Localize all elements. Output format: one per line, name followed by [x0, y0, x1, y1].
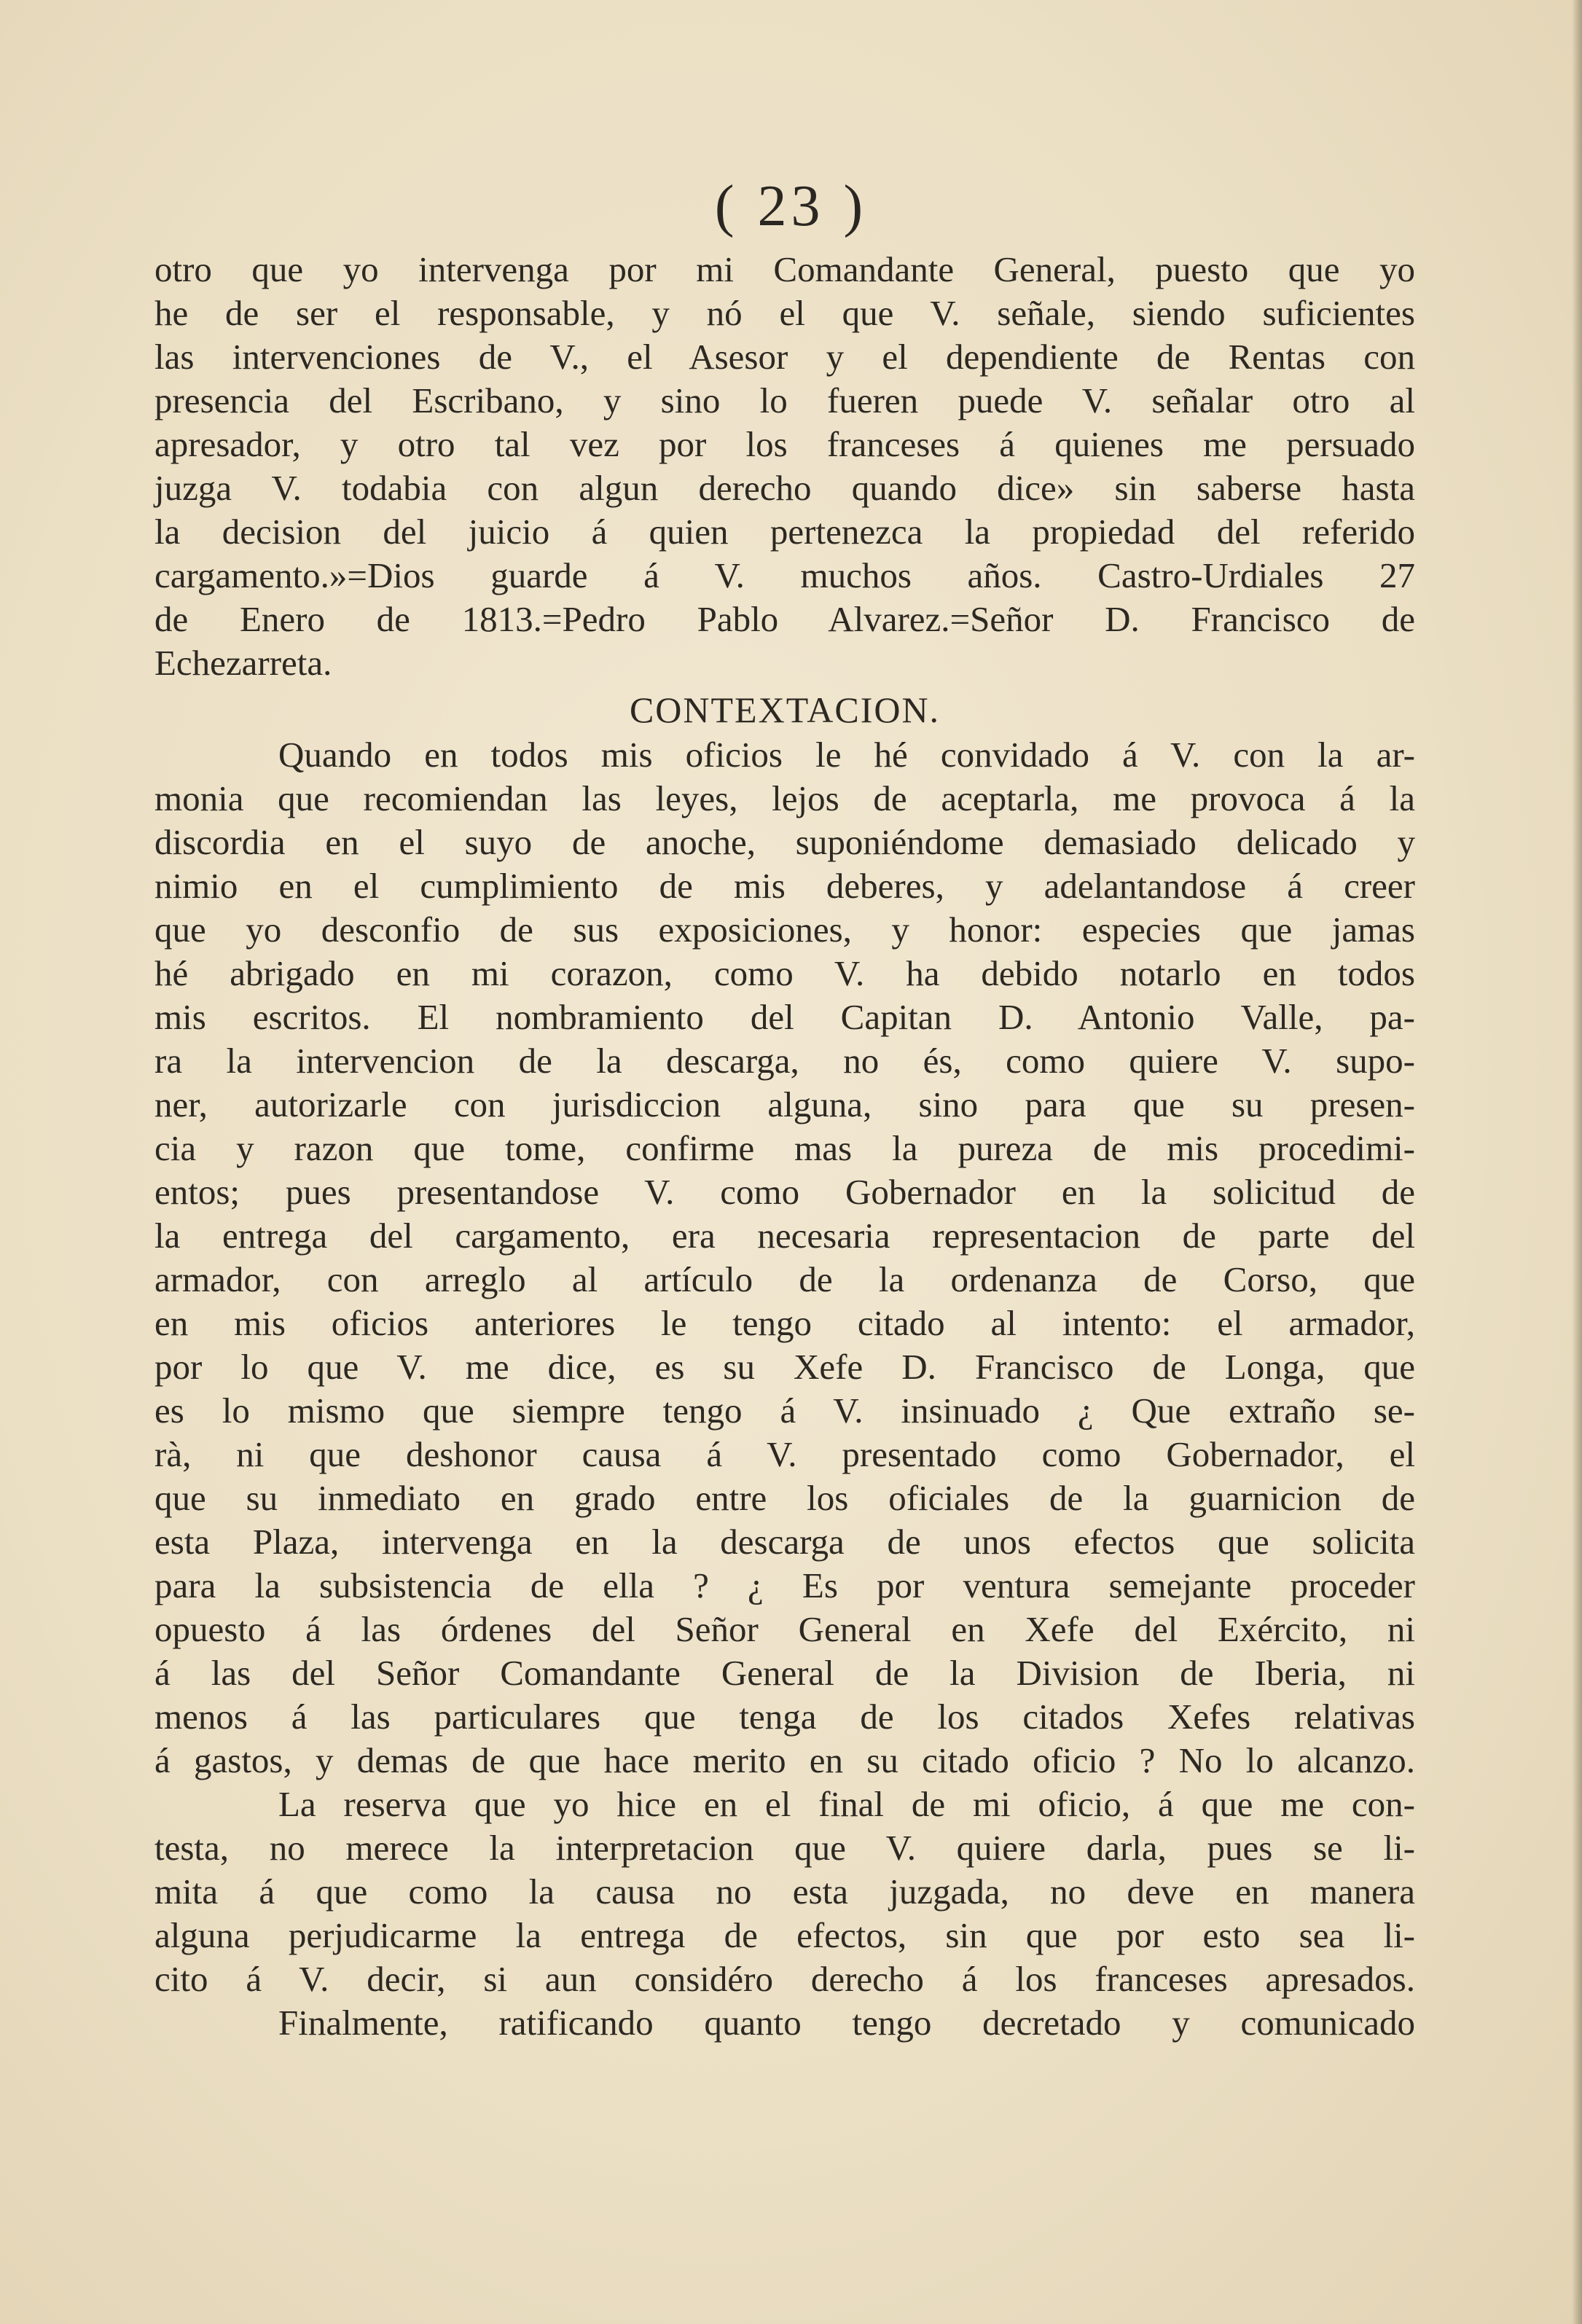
text-line: Finalmente, ratificando quanto tengo decretado y comunicado [278, 2003, 1415, 2043]
text-line: mita á que como la causa no esta juzgada, no deve en manera [154, 1871, 1415, 1912]
text-line: ra la intervencion de la descarga, no és, como quiere V. supo- [154, 1041, 1415, 1081]
text-line: para la subsistencia de ella ? ¿ Es por ventura semejante proceder [154, 1565, 1415, 1605]
text-line: de Enero de 1813.=Pedro Pablo Alvarez.=Señor D. Francisco de [154, 599, 1415, 639]
text-line: la decision del juicio á quien pertenezca la propiedad del referido [154, 512, 1415, 552]
paragraph-2 [154, 733, 1415, 1783]
text-line: esta Plaza, intervenga en la descarga de unos efectos que solicita [154, 1522, 1415, 1562]
text-line: opuesto á las órdenes del Señor General en Xefe del Exército, ni [154, 1609, 1415, 1649]
text-line: juzga V. todabia con algun derecho quando dice» sin saberse hasta [154, 468, 1415, 508]
paragraph-3 [154, 1783, 1415, 2001]
text-line: la entrega del cargamento, era necesaria representacion de parte del [154, 1216, 1415, 1256]
text-line: hé abrigado en mi corazon, como V. ha debido notarlo en todos [154, 953, 1415, 993]
text-line: cargamento.»=Dios guarde á V. muchos años. Castro-Urdiales 27 [154, 555, 1415, 595]
text-line: mis escritos. El nombramiento del Capitan D. Antonio Valle, pa- [154, 997, 1415, 1037]
body-text [154, 248, 1415, 2045]
text-line: á las del Señor Comandante General de la Division de Iberia, ni [154, 1653, 1415, 1693]
text-line: La reserva que yo hice en el final de mi oficio, á que me con- [278, 1784, 1415, 1824]
page-edge-shadow [1572, 0, 1582, 2324]
text-line: á gastos, y demas de que hace merito en su citado oficio ? No lo alcanzo. [154, 1740, 1415, 1780]
text-line: nimio en el cumplimiento de mis deberes, y adelantandose á creer [154, 866, 1415, 906]
text-line: entos; pues presentandose V. como Gobernador en la solicitud de [154, 1172, 1415, 1212]
text-line: he de ser el responsable, y nó el que V. señale, siendo suficientes [154, 293, 1415, 333]
text-line: presencia del Escribano, y sino lo fueren puede V. señalar otro al [154, 380, 1415, 420]
text-line: apresador, y otro tal vez por los franceses á quienes me persuado [154, 424, 1415, 464]
text-line: otro que yo intervenga por mi Comandante General, puesto que yo [154, 249, 1415, 289]
text-line: en mis oficios anteriores le tengo citado al intento: el armador, [154, 1303, 1415, 1343]
text-line: alguna perjudicarme la entrega de efectos, sin que por esto sea li- [154, 1915, 1415, 1955]
text-line: armador, con arreglo al artículo de la ordenanza de Corso, que [154, 1259, 1415, 1299]
text-line: Echezarreta. [154, 643, 332, 683]
text-line: ner, autorizarle con jurisdiccion alguna, sino para que su presen- [154, 1084, 1415, 1124]
text-line: que yo desconfio de sus exposiciones, y honor: especies que jamas [154, 909, 1415, 950]
text-line: discordia en el suyo de anoche, suponiéndome demasiado delicado y [154, 822, 1415, 862]
paragraph-4 [154, 2001, 1415, 2045]
text-line: cia y razon que tome, confirme mas la pureza de mis procedimi- [154, 1128, 1415, 1168]
text-line: cito á V. decir, si aun considéro derecho á los franceses apresados. [154, 1959, 1415, 1999]
text-line: monia que recomiendan las leyes, lejos de aceptarla, me provoca á la [154, 778, 1415, 818]
text-line: por lo que V. me dice, es su Xefe D. Francisco de Longa, que [154, 1347, 1415, 1387]
text-line: es lo mismo que siempre tengo á V. insinuado ¿ Que extraño se- [154, 1390, 1415, 1431]
text-line: que su inmediato en grado entre los oficiales de la guarnicion de [154, 1478, 1415, 1518]
section-heading: CONTEXTACION. [629, 689, 941, 730]
text-line: las intervenciones de V., el Asesor y el dependiente de Rentas con [154, 337, 1415, 377]
paragraph-1 [154, 248, 1415, 685]
text-line: testa, no merece la interpretacion que V. quiere darla, pues se li- [154, 1828, 1415, 1868]
page-number: ( 23 ) [714, 174, 868, 238]
text-line: rà, ni que deshonor causa á V. presentado como Gobernador, el [154, 1434, 1415, 1474]
text-line: menos á las particulares que tenga de los citados Xefes relativas [154, 1697, 1415, 1737]
text-line: Quando en todos mis oficios le hé convidado á V. con la ar- [278, 735, 1415, 775]
